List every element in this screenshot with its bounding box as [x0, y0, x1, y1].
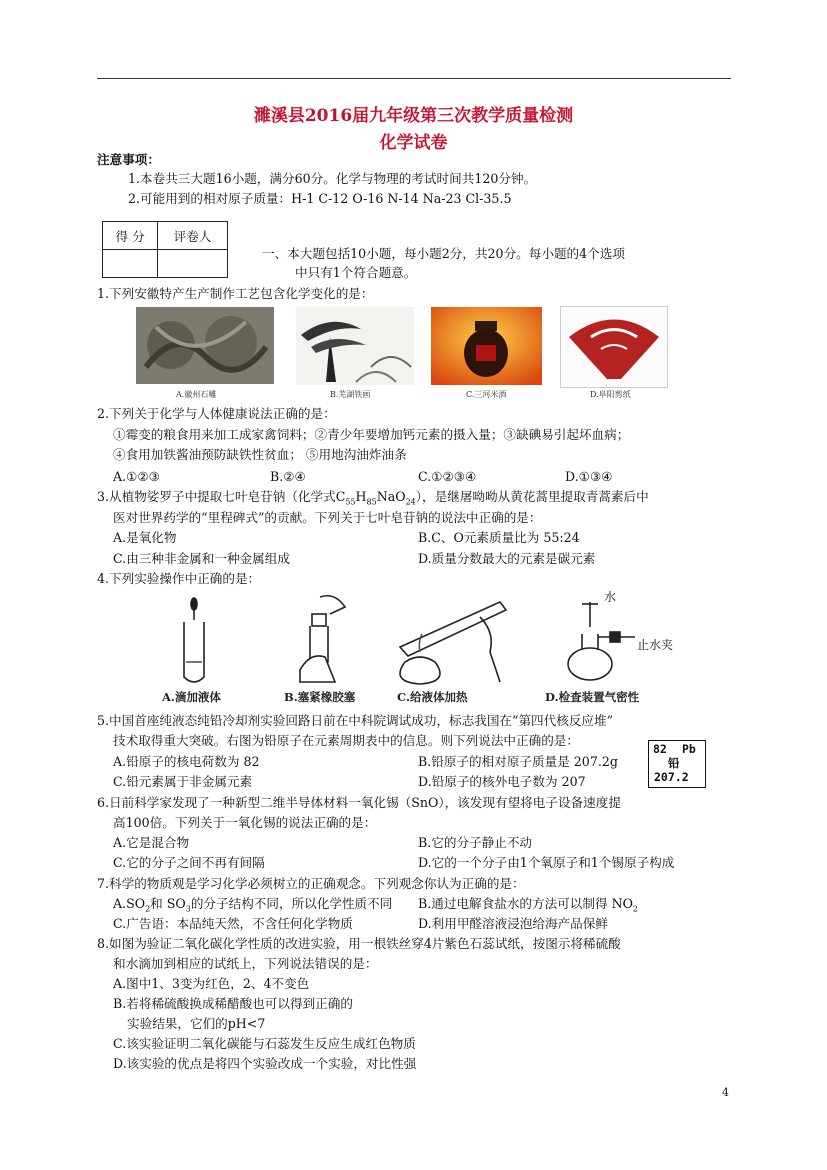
q7-option-a[interactable]: $A.SO_2$和 $SO_3$的分子结构不同，所以化学性质不同: [113, 896, 393, 914]
page-title: 濉溪县2016届九年级第三次教学质量检测: [253, 106, 574, 126]
q7-option-d[interactable]: D.利用甲醛溶液浸泡给海产品保鲜: [418, 916, 608, 931]
q4-caption-d: D.检查装置气密性: [545, 690, 640, 704]
element-name: 铅: [668, 756, 680, 770]
q1-stem: 1.下列安徽特产生产制作工艺包含化学变化的是：: [97, 286, 374, 301]
section1-intro-2: 中只有1个符合题意。: [295, 265, 417, 280]
q6-option-a[interactable]: A.它是混合物: [113, 835, 190, 850]
q6-option-d[interactable]: D.它的一个分子由1个氧原子和1个锡原子构成: [418, 855, 675, 870]
label-clamp: 止水夹: [637, 638, 674, 652]
label-water: 水: [604, 590, 617, 604]
notice-item-1: 1.本卷共三大题16小题，满分60分。化学与物理的考试时间共120分钟。: [128, 171, 537, 186]
element-number: 82: [653, 742, 667, 756]
page-number: 4: [722, 1086, 729, 1099]
q6-stem-2: 高100倍。下列关于一氧化锡的说法正确的是：: [113, 815, 377, 830]
q4-caption-b: B.塞紧橡胶塞: [284, 690, 356, 704]
q2-stem: 2.下列关于化学与人体健康说法正确的是：: [97, 406, 336, 421]
q8-option-b[interactable]: B.若将稀硫酸换成稀醋酸也可以得到正确的: [113, 996, 353, 1011]
element-symbol: Pb: [682, 742, 696, 756]
rice-wine-image: [431, 307, 542, 385]
score-table: [102, 221, 228, 278]
q7-option-c[interactable]: C.广告语：本品纯天然，不含任何化学物质: [113, 916, 353, 931]
q2-option-d[interactable]: D.①③④: [565, 469, 613, 484]
q5-option-a[interactable]: A.铅原子的核电荷数为 82: [113, 754, 260, 769]
q4-caption-a: A.滴加液体: [162, 690, 221, 704]
q8-option-c[interactable]: C.该实验证明二氧化碳能与石蕊发生反应生成红色物质: [113, 1036, 416, 1051]
q3-stem-2: 医对世界药学的“里程碑式”的贡献。下列关于七叶皂苷钠的说法中正确的是：: [113, 510, 542, 525]
q8-stem-2: 和水滴加到相应的试纸上，下列说法错误的是：: [113, 956, 378, 971]
q1-caption-d: D.阜阳剪纸: [590, 390, 631, 399]
q3-stem: 3.从植物娑罗子中提取七叶皂苷钠（化学式$C_{55}H_{85}NaO_{24}$），是继屠呦呦从黄花蒿里提取青蒿素后中: [97, 489, 649, 507]
q3-option-a[interactable]: A.是氧化物: [113, 530, 177, 545]
q7-option-b[interactable]: B.通过电解食盐水的方法可以制得 $NO_2$: [418, 896, 639, 914]
q5-option-b[interactable]: B.铅原子的相对原子质量是 207.2g: [418, 754, 618, 769]
notice-item-2: 2.可能用到的相对原子质量：H-1 C-12 O-16 N-14 Na-23 Cl-35.5: [128, 191, 512, 206]
q8-stem: 8.如图为验证二氧化碳化学性质的改进实验，用一根铁丝穿4片紫色石蕊试纸，按图示将稀硫酸: [97, 936, 621, 951]
paper-cut-image: [560, 306, 668, 388]
score-label: 得 分: [103, 222, 158, 250]
q3-option-c[interactable]: C.由三种非金属和一种金属组成: [113, 551, 290, 566]
q1-caption-b: B.芜湖铁画: [330, 390, 371, 399]
grader-label: 评卷人: [158, 222, 228, 250]
q3-option-b[interactable]: B.C、O元素质量比为 55:24: [418, 530, 580, 545]
q8-option-d[interactable]: D.该实验的优点是将四个实验改成一个实验，对比性强: [113, 1056, 417, 1071]
page-subtitle: 化学试卷: [379, 133, 448, 153]
q2-statement-1: ①霉变的粮食用来加工成家禽饲料；②青少年要增加钙元素的摄入量；③缺碘易引起坏血病；: [113, 427, 630, 442]
q5-option-d[interactable]: D.铅原子的核外电子数为 207: [418, 774, 586, 789]
q1-caption-c: C.三河米酒: [466, 390, 507, 399]
q8-option-b-cont: 实验结果，它们的pH<7: [127, 1016, 266, 1031]
q4-caption-c: C.给液体加热: [397, 690, 468, 704]
q7-stem: 7.科学的物质观是学习化学必须树立的正确观念。下列观念你认为正确的是：: [97, 876, 525, 891]
q6-option-c[interactable]: C.它的分子之间不再有间隔: [113, 855, 265, 870]
q6-option-b[interactable]: B.它的分子静止不动: [418, 835, 533, 850]
lab-operations-figure: [150, 592, 690, 687]
header-rule: [97, 78, 731, 79]
stone-carving-image: [136, 307, 274, 384]
section1-intro: 一、本大题包括10小题，每小题2分，共20分。每小题的4个选项: [262, 246, 625, 261]
q2-option-a[interactable]: A.①②③: [113, 469, 160, 484]
q5-option-c[interactable]: C.铅元素属于非金属元素: [113, 774, 253, 789]
iron-painting-image: [296, 307, 414, 385]
q5-stem-2: 技术取得重大突破。右图为铅原子在元素周期表中的信息。则下列说法中正确的是：: [113, 733, 579, 748]
score-cell[interactable]: [103, 250, 158, 278]
q5-stem: 5.中国首座纯液态纯铅冷却剂实验回路日前在中科院调试成功，标志我国在“第四代核反应堆”: [97, 713, 614, 728]
q4-stem: 4.下列实验操作中正确的是：: [97, 571, 261, 586]
q3-option-d[interactable]: D.质量分数最大的元素是碳元素: [418, 551, 596, 566]
grader-cell[interactable]: [158, 250, 228, 278]
q2-option-c[interactable]: C.①②③④: [418, 469, 477, 484]
q2-option-b[interactable]: B.②④: [270, 469, 306, 484]
q1-caption-a: A.徽州石雕: [176, 390, 217, 399]
q2-statement-2: ④食用加铁酱油预防缺铁性贫血； ⑤用地沟油炸油条: [113, 447, 407, 462]
q8-option-a[interactable]: A.图中1、3变为红色，2、4不变色: [113, 976, 310, 991]
notice-heading: 注意事项：: [97, 152, 160, 167]
element-mass: 207.2: [654, 770, 689, 784]
q6-stem: 6.日前科学家发现了一种新型二维半导体材料一氧化锡（SnO），该发现有望将电子设备速度提: [97, 795, 621, 810]
lead-element-card: [648, 740, 706, 788]
